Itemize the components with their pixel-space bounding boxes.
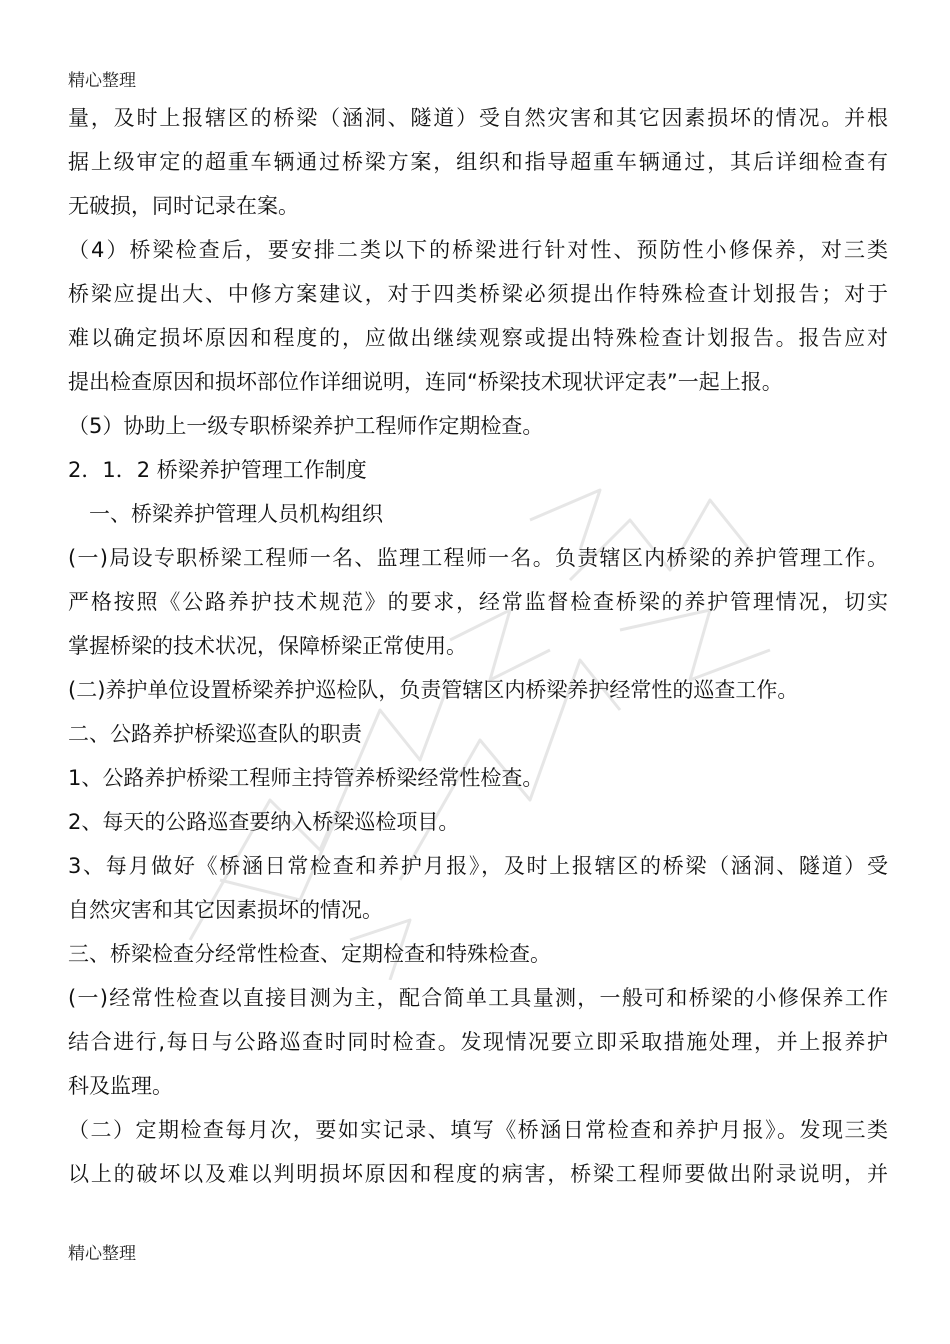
text-line: 1、公路养护桥梁工程师主持管养桥梁经常性检查。 xyxy=(68,766,544,790)
text-line: （二）定期检查每月次，要如实记录、填写《桥涵日常检查和养护月报》。发现三类 xyxy=(68,1118,888,1142)
section-heading: 2．1．2 桥梁养护管理工作制度 xyxy=(68,458,367,482)
text-line: （5）协助上一级专职桥梁养护工程师作定期检查。 xyxy=(68,414,544,438)
text-line: 量，及时上报辖区的桥梁（涵洞、隧道）受自然灾害和其它因素损坏的情况。并根 xyxy=(68,106,888,130)
page-footer: 精心整理 xyxy=(68,1244,136,1264)
text-line: 严格按照《公路养护技术规范》的要求，经常监督检查桥梁的养护管理情况，切实 xyxy=(68,590,888,614)
section-heading: 二、公路养护桥梁巡查队的职责 xyxy=(68,722,362,746)
text-line: 结合进行,每日与公路巡查时同时检查。发现情况要立即采取措施处理，并上报养护 xyxy=(68,1030,888,1054)
text-line: 无破损，同时记录在案。 xyxy=(68,194,299,218)
text-line: 难以确定损坏原因和程度的，应做出继续观察或提出特殊检查计划报告。报告应对 xyxy=(68,326,888,350)
text-line: 2、每天的公路巡查要纳入桥梁巡检项目。 xyxy=(68,810,460,834)
document-body xyxy=(68,96,888,1196)
text-line: 自然灾害和其它因素损坏的情况。 xyxy=(68,898,383,922)
text-line: (二)养护单位设置桥梁养护巡检队，负责管辖区内桥梁养护经常性的巡查工作。 xyxy=(68,678,799,702)
text-line: 科及监理。 xyxy=(68,1074,173,1098)
section-heading: 三、桥梁检查分经常性检查、定期检查和特殊检查。 xyxy=(68,942,551,966)
text-line: 提出检查原因和损坏部位作详细说明，连同“桥梁技术现状评定表”一起上报。 xyxy=(68,370,783,394)
page-header: 精心整理 xyxy=(68,71,136,91)
text-line: (一)经常性检查以直接目测为主，配合简单工具量测，一般可和桥梁的小修保养工作 xyxy=(68,986,888,1010)
text-line: 据上级审定的超重车辆通过桥梁方案，组织和指导超重车辆通过，其后详细检查有 xyxy=(68,150,888,174)
text-line: 桥梁应提出大、中修方案建议，对于四类桥梁必须提出作特殊检查计划报告；对于 xyxy=(68,282,888,306)
text-line: 掌握桥梁的技术状况，保障桥梁正常使用。 xyxy=(68,634,467,658)
text-line: 3、每月做好《桥涵日常检查和养护月报》，及时上报辖区的桥梁（涵洞、隧道）受 xyxy=(68,854,888,878)
text-line: （4）桥梁检查后，要安排二类以下的桥梁进行针对性、预防性小修保养，对三类 xyxy=(68,238,888,262)
text-line: (一)局设专职桥梁工程师一名、监理工程师一名。负责辖区内桥梁的养护管理工作。 xyxy=(68,546,888,570)
text-line: 以上的破坏以及难以判明损坏原因和程度的病害，桥梁工程师要做出附录说明，并 xyxy=(68,1162,888,1186)
section-heading: 一、桥梁养护管理人员机构组织 xyxy=(68,502,383,526)
